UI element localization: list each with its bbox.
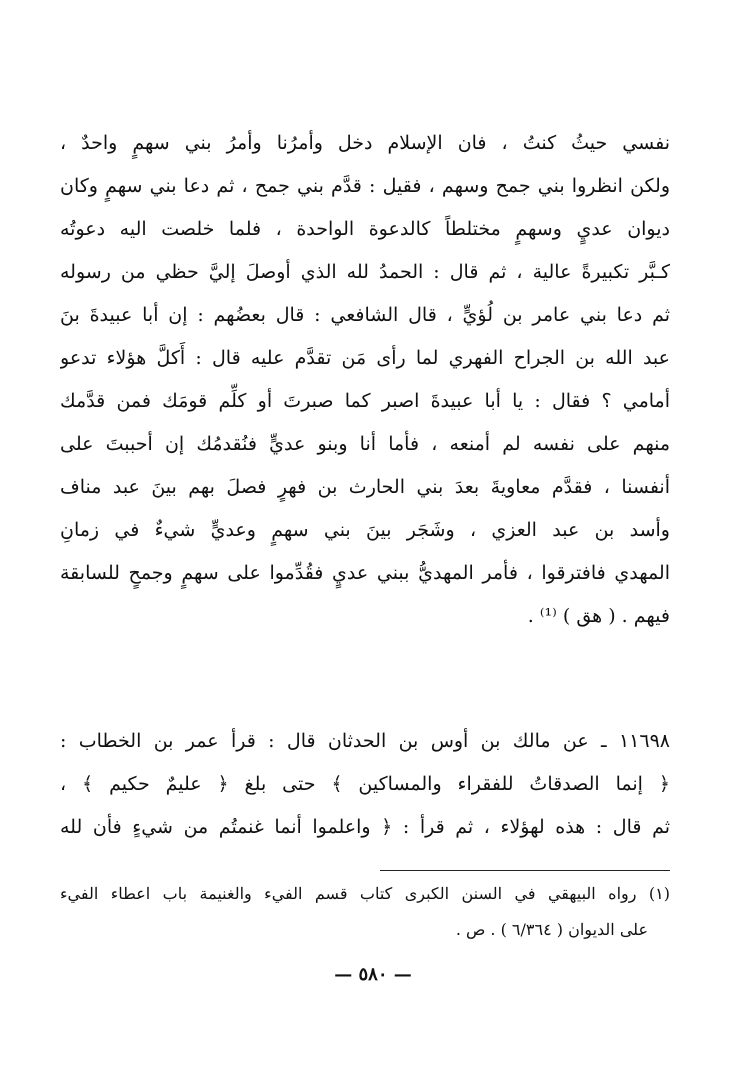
text-line: ديوان عديٍ وسهمٍ مختلطاً كالدعوة الواحدة ، فلما خلصت اليه دعوتُه [60,218,670,240]
hadith-entry [60,720,670,849]
text-line: كـبَّر تكبيرةً عالية ، ثم قال : الحمدُ لله الذي أوصلَ إليَّ حظي من رسوله [60,261,670,283]
text-line: ولكن انظروا بني جمح وسهم ، فقيل : قدَّم بني جمح ، ثم دعا بني سهمٍ وكان [60,175,670,197]
footnote-line: على الديوان ( ٦/٣٦٤ ) . ص . [455,920,648,939]
text-line: أمامي ؟ فقال : يا أبا عبيدةَ اصبر كما صبرتَ أو كلِّم قومَك فمن قدَّمك [60,390,670,412]
footnote-line: (١) رواه البيهقي في السنن الكبرى كتاب قسم الفيء والغنيمة باب اعطاء الفيء [60,884,670,903]
text-line: ثم دعا بني عامر بن لُؤيٍّ ، قال الشافعي : قال بعضُهم : إن أبا عبيدةَ بنَ [60,304,670,326]
hadith-line: ١١٦٩٨ ـ عن مالك بن أوس بن الحدثان قال : قرأ عمر بن الخطاب : [60,730,670,752]
text-line: نفسي حيثُ كنتُ ، فان الإسلام دخل وأمرُنا وأمرُ بني سهمٍ واحدٌ ، [60,132,670,154]
text-line: عبد الله بن الجراح الفهري لما رأى مَن تقدَّم عليه قال : أَكلَّ هؤلاء تدعو [60,347,670,369]
footnote-divider [380,870,670,871]
footnote [60,876,670,948]
text-line: فيهم . ( هق ) ⁽¹⁾ . [527,605,670,627]
text-line: وأسد بن عبد العزي ، وشَجَر بينَ بني سهمٍ وعديٍّ شيءٌ في زمانِ [60,519,670,541]
text-line: أنفسنا ، فقدَّم معاويةَ بعدَ بني الحارث بن فهرٍ فصلَ بهم بينَ عبد مناف [60,476,670,498]
hadith-line: ﴿ إنما الصدقاتُ للفقراء والمساكين ﴾ حتى بلغ ﴿ عليمٌ حكيم ﴾ ، [60,773,670,795]
text-line: المهدي فافترقوا ، فأمر المهديُّ ببني عديٍ فقُدِّموا على سهمٍ وجمحٍ للسابقة [60,562,670,584]
text-line: منهم على نفسه لم أمنعه ، فأما أنا وبنو عديٍّ فنُقدمُك إن أحببتَ على [60,433,670,455]
hadith-line: ثم قال : هذه لهؤلاء ، ثم قرأ : ﴿ واعلموا أنما غنمتُم من شيءٍ فأن لله [60,816,670,838]
main-text [60,122,670,638]
page-number: — ٥٨٠ — [334,964,412,985]
